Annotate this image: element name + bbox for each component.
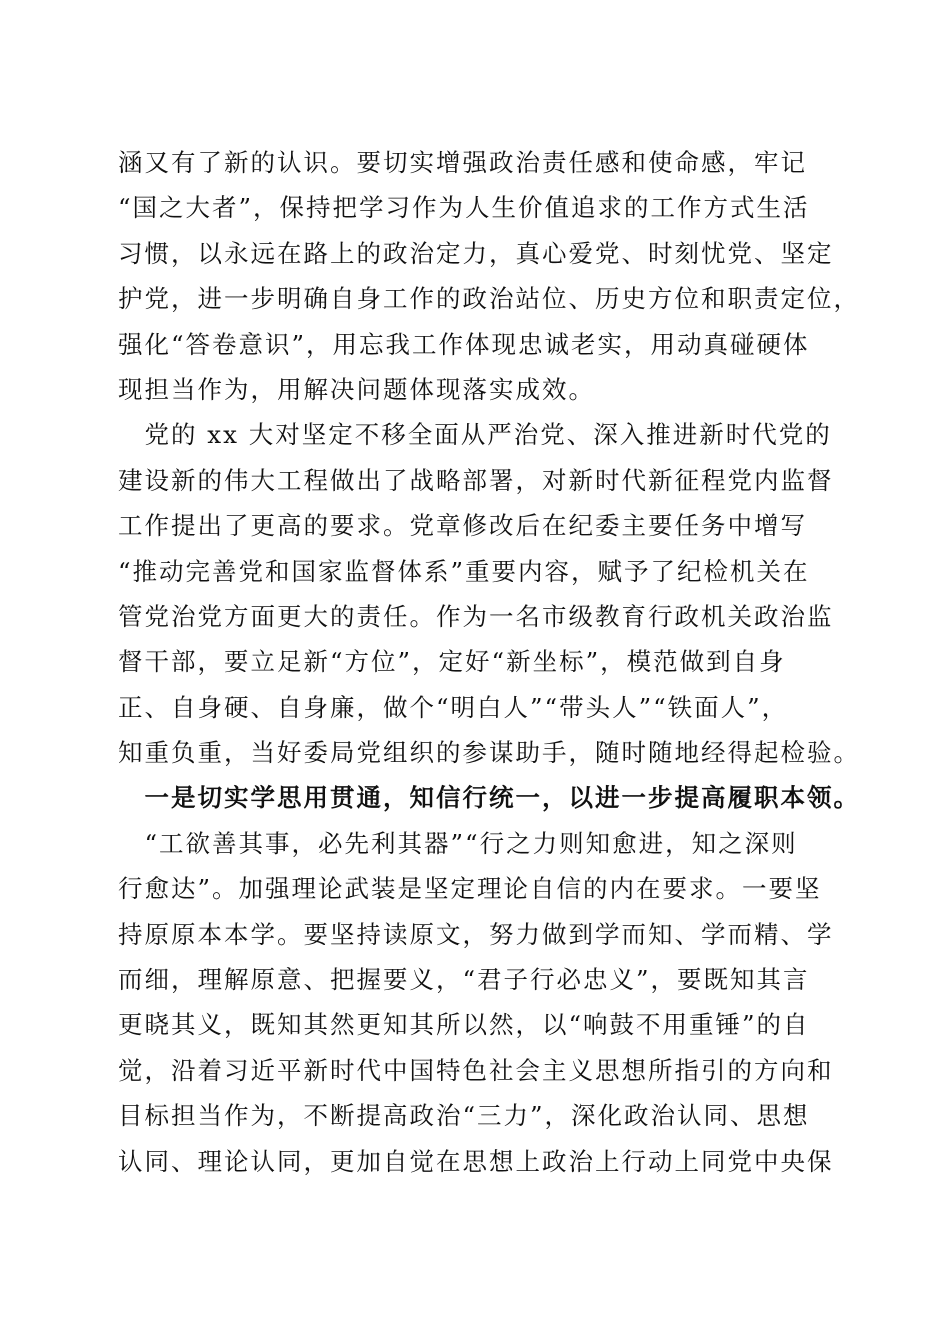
text-line: 目标担当作为，不断提高政治“三力”，深化政治认同、思想 [118,1101,810,1131]
text-line: 习惯，以永远在路上的政治定力，真心爱党、时刻忧党、坚定 [118,238,834,268]
text-line: 护党，进一步明确自身工作的政治站位、历史方位和职责定位， [118,284,860,314]
text-line: 行愈达”。加强理论武装是坚定理论自信的内在要求。一要坚 [118,874,822,904]
paragraph-start-line: 党的 xx 大对坚定不移全面从严治党、深入推进新时代党的 [118,420,832,450]
text-line: 强化“答卷意识”，用忘我工作体现忠诚老实，用动真碰硬体 [118,329,810,359]
text-line: 知重负重，当好委局党组织的参谋助手，随时随地经得起检验。 [118,738,860,768]
paragraph-start-line: “工欲善其事，必先利其器”“行之力则知愈进，知之深则 [118,828,798,858]
text-line: 督干部，要立足新“方位”，定好“新坐标”，模范做到自身 [118,647,786,677]
document-body [118,140,860,1184]
text-line: 觉，沿着习近平新时代中国特色社会主义思想所指引的方向和 [118,1055,834,1085]
text-line: 更晓其义，既知其然更知其所以然，以“响鼓不用重锤”的自 [118,1010,810,1040]
text-line: “国之大者”，保持把学习作为人生价值追求的工作方式生活 [118,193,810,223]
text-line: 认同、理论认同，更加自觉在思想上政治上行动上同党中央保 [118,1146,834,1176]
text-line: 涵又有了新的认识。要切实增强政治责任感和使命感，牢记 [118,148,807,177]
text-line: 工作提出了更高的要求。党章修改后在纪委主要任务中增写 [118,511,807,541]
text-line: 而细，理解原意、把握要义，“君子行必忠义”，要既知其言 [118,965,810,995]
text-line: 现担当作为，用解决问题体现落实成效。 [118,374,595,404]
text-line: “推动完善党和国家监督体系”重要内容，赋予了纪检机关在 [118,556,810,586]
text-line: 建设新的伟大工程做出了战略部署，对新时代新征程党内监督 [118,465,834,495]
section-heading: 一是切实学思用贯通，知信行统一，以进一步提高履职本领。 [118,783,860,813]
text-line: 持原原本本学。要坚持读原文，努力做到学而知、学而精、学 [118,919,834,949]
text-line: 正、自身硬、自身廉，做个“明白人”“带头人”“铁面人”， [118,692,789,722]
text-line: 管党治党方面更大的责任。作为一名市级教育行政机关政治监 [118,601,834,631]
